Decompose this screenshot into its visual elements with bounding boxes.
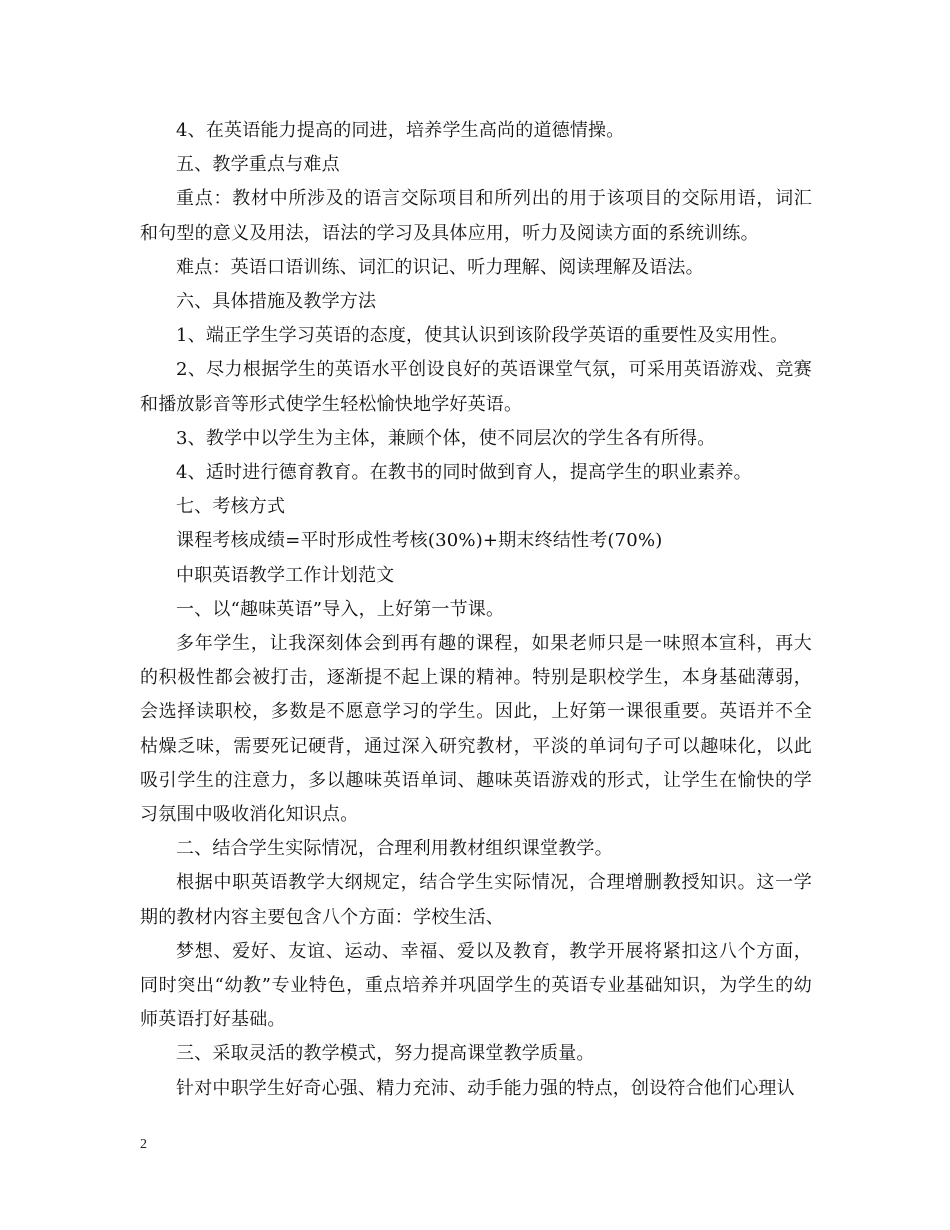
paragraph: 4、适时进行德育教育。在教书的同时做到育人，提高学生的职业素养。 <box>176 462 752 484</box>
section-heading: 一、以“趣味英语”导入，上好第一节课。 <box>176 598 505 620</box>
paragraph: 2、尽力根据学生的英语水平创设良好的英语课堂气氛，可采用英语游戏、竞赛和播放影音等形式使学生轻松愉快地学好英语。 <box>140 359 812 415</box>
paragraph: 难点：英语口语训练、词汇的识记、听力理解、阅读理解及语法。 <box>176 256 704 278</box>
paragraph: 根据中职英语教学大纲规定，结合学生实际情况，合理增删教授知识。这一学期的教材内容主要包含八个方面：学校生活、 <box>140 872 812 928</box>
paragraph: 课程考核成绩=平时形成性考核(30%)+期末终结性考(70%) <box>176 530 663 552</box>
document-body <box>140 114 812 1106</box>
section-heading: 五、教学重点与难点 <box>176 154 340 176</box>
paragraph: 1、端正学生学习英语的态度，使其认识到该阶段学英语的重要性及实用性。 <box>176 325 789 347</box>
document-title: 中职英语教学工作计划范文 <box>176 564 395 586</box>
section-heading: 二、结合学生实际情况，合理利用教材组织课堂教学。 <box>176 838 613 860</box>
paragraph: 3、教学中以学生为主体，兼顾个体，使不同层次的学生各有所得。 <box>176 427 716 449</box>
section-heading: 六、具体措施及教学方法 <box>176 291 377 313</box>
paragraph: 4、在英语能力提高的同进，培养学生高尚的道德情操。 <box>176 120 625 141</box>
paragraph: 多年学生，让我深刻体会到再有趣的课程，如果老师只是一味照本宣科，再大的积极性都会被打击，逐渐提不起上课的精神。特别是职校学生，本身基础薄弱，会选择读职校，多数是不愿意学习的学生。因此，上好第一课很重要。英语并不全枯燥乏味，需要死记硬背，通过深入研究教材，平淡的单词句子可以趣味化，以此吸引学生的注意力，多以趣味英语单词、趣味英语游戏的形式，让学生在愉快的学习氛围中吸收消化知识点。 <box>140 633 812 826</box>
paragraph: 重点：教材中所涉及的语言交际项目和所列出的用于该项目的交际用语，词汇和句型的意义及用法，语法的学习及具体应用，听力及阅读方面的系统训练。 <box>140 188 812 244</box>
page-number: 2 <box>140 1137 147 1152</box>
section-heading: 三、采取灵活的教学模式，努力提高课堂教学质量。 <box>176 1043 595 1065</box>
section-heading: 七、考核方式 <box>176 496 286 518</box>
paragraph: 梦想、爱好、友谊、运动、幸福、爱以及教育，教学开展将紧扣这八个方面，同时突出“幼教”专业特色，重点培养并巩固学生的英语专业基础知识，为学生的幼师英语打好基础。 <box>140 940 812 1031</box>
paragraph: 针对中职学生好奇心强、精力充沛、动手能力强的特点，创设符合他们心理认 <box>176 1077 795 1099</box>
